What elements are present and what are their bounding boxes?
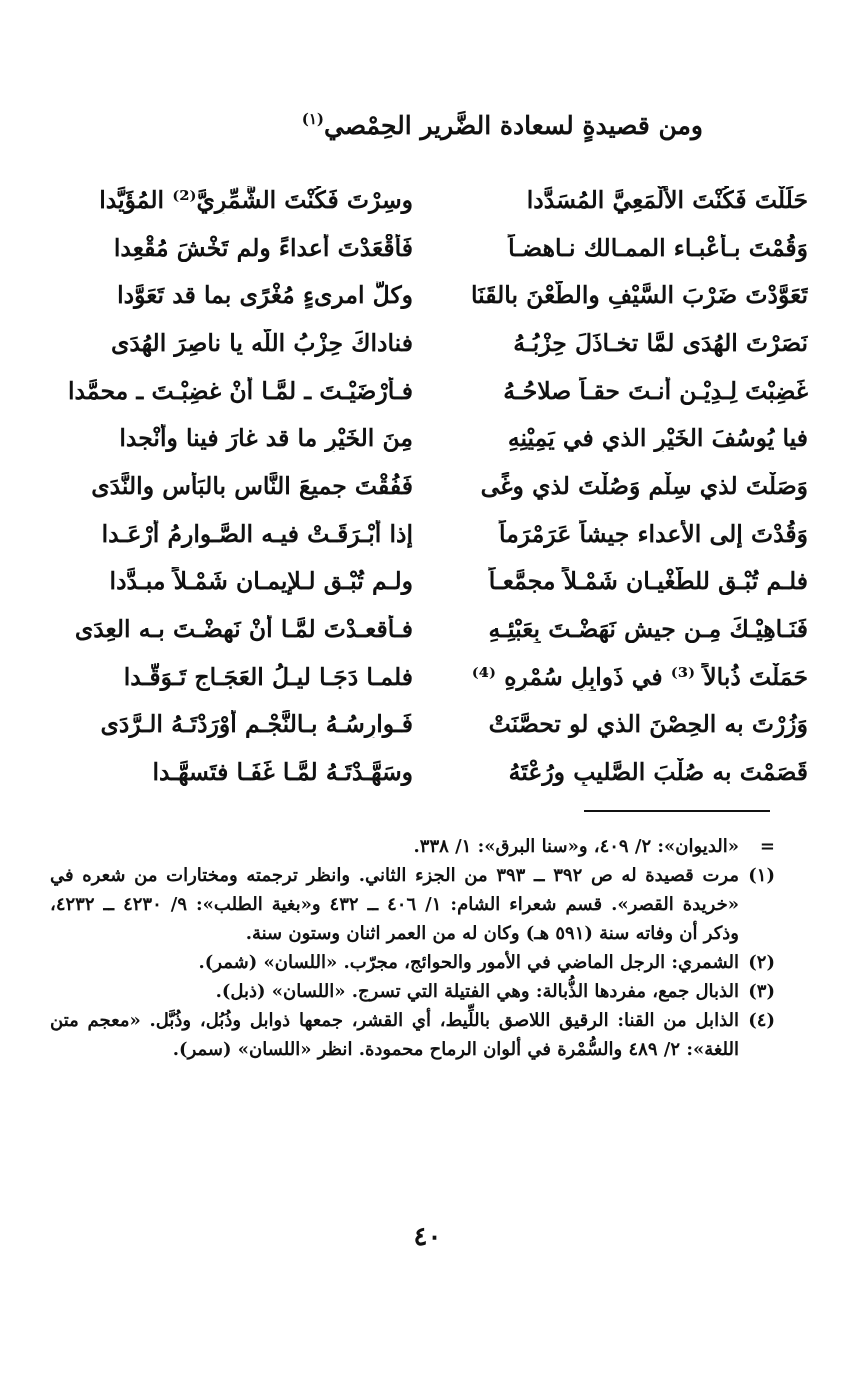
footnote-number: (٤) — [748, 1010, 775, 1031]
verse-line — [58, 367, 808, 415]
first-hemistich: فلـم تُبْـقِ للطُّغْيـان شَمْـلاً مجمَّعـاً — [488, 567, 808, 596]
poem-verses — [58, 176, 808, 796]
page-number: ٤٠ — [413, 1222, 442, 1252]
verse-line — [58, 176, 808, 224]
first-hemistich: نَصَرْتَ الهُدَى لمَّا تخـاذَلَ حِزْبُـهُ — [513, 328, 808, 357]
first-hemistich: قَصَمْتَ به صُلْبَ الصَّليبِ ورُعْتَهُ — [508, 758, 808, 787]
footnote-number: (٢) — [748, 952, 775, 973]
first-hemistich: تَعَوَّدْتَ ضَرْبَ السَّيْفِ والطَّعْنَ بالقَنَا — [471, 281, 808, 310]
second-hemistich: إذا أبْـرَقَـتْ فيـه الصَّـوارِمُ أرْعَـدا — [101, 519, 413, 548]
second-hemistich: فَـوارِسُـهُ بـالنَّجْـمِ أوْرَدْتَـهُ الـرَّدَى — [100, 710, 413, 739]
second-hemistich: مِنَ الخَيْرِ ما قد غارَ فينا وأَنْجدا — [119, 424, 413, 453]
verse-line — [58, 510, 808, 558]
first-hemistich: فَنَـاهِيْـكَ مِـن جيشٍ نَهَضْـتَ بِعَبْئِـهِ — [488, 615, 808, 644]
second-hemistich: فناداكَ حِزْبُ اللّه يا ناصِرَ الهُدَى — [110, 328, 413, 357]
second-hemistich: فلمـا دَجَـا ليـلُ العَجَـاجِ تَـوَقَّـدا — [123, 662, 413, 691]
verse-line — [58, 414, 808, 462]
second-hemistich: وكلُّ امرىءٍ مُغْرًى بما قد تَعَوَّدا — [117, 281, 413, 310]
footnote-2 — [50, 948, 775, 977]
footnote-text: مرت قصيدة له ص ٣٩٢ ــ ٣٩٣ من الجزء الثاني. وانظر ترجمته ومختارات من شعره في «خريدة القصر». قسم شعراء الشام: ١/ ٤٠٦ ــ ٤٣٢ و«بغية الطلب»: ٩/ ٤٢٣٠ ــ ٤٢٣٢، وذكر أن وفاته سنة (٥٩١ هـ) وكان له من العمر اثنان وستون سنة. — [50, 865, 739, 944]
verse-line — [58, 462, 808, 510]
verse-line — [58, 271, 808, 319]
verse-line — [58, 558, 808, 606]
verse-line — [58, 605, 808, 653]
poem-heading-text: ومن قصيدةٍ لسعادة الضَّرير الحِمْصي — [324, 111, 703, 140]
first-hemistich: وَقُدْتَ إلى الأعداء جيشاً عَرَمْرَماً — [499, 519, 808, 548]
footnote-text: الذابل من القنا: الرقيق اللاصق باللِّيط، أي القشر، جمعها ذوابل وذُبُل، وذُبَّل. «معجم متن اللغة»: ٢/ ٤٨٩ والسُّمْرة في ألوان الرماح محمودة. انظر «اللسان» (سمر). — [50, 1010, 739, 1060]
first-hemistich: غَضِبْتَ لِـدِيْـنٍ أنـتَ حقـاً صلاحُـهُ — [503, 376, 808, 405]
footnote-separator — [584, 810, 770, 812]
footnote-3 — [50, 977, 775, 1006]
footnote-number: (٣) — [748, 981, 775, 1002]
first-hemistich: فيا يُوسُفَ الخَيْرِ الذي في يَمِيْنِهِ — [507, 424, 808, 453]
second-hemistich: ولـم تُبْـقِ لـلإيمـان شَمْـلاً مبـدَّدا — [109, 567, 413, 596]
footnote-number: (١) — [748, 865, 775, 886]
first-hemistich: وَزُرْتَ به الحِصْنَ الذي لو تحصَّنَتْ — [488, 710, 808, 739]
verse-line — [58, 701, 808, 749]
second-hemistich: فـأرْضَيْـتَ ـ لمَّـا أنْ غضِبْـتَ ـ محمَّدا — [68, 376, 413, 405]
first-hemistich: حَمَلْتَ ذُبالاً ⁽³⁾ في ذَوابِلِ سُمْرِهِ ⁽⁴⁾ — [471, 662, 808, 691]
heading-footnote-ref: (١) — [301, 110, 324, 128]
continuation-text: «الديوان»: ٢/ ٤٠٩، و«سنا البرق»: ١/ ٣٣٨. — [413, 836, 739, 857]
verse-line — [58, 653, 808, 701]
first-hemistich: وَصَلْتَ لذي سِلْمٍ وَصُلْتَ لذي وغًى — [480, 471, 808, 500]
second-hemistich: وسِرْتَ فَكُنْتَ الشَّمِّرِيَّ⁽²⁾ المُؤَيَّدا — [99, 185, 413, 214]
continuation-marker: = — [759, 836, 775, 857]
second-hemistich: وسَهَّـدْتَـهُ لمَّـا غَفَـا فتَسهَّـدا — [152, 758, 413, 787]
poem-heading — [183, 110, 703, 140]
footnote-continuation — [50, 832, 775, 861]
footnote-text: الذبال جمع، مفردها الذُّبالة: وهي الفتيلة التي تسرج. «اللسان» (ذبل). — [215, 981, 739, 1002]
second-hemistich: فَفُقْتَ جميعَ النَّاس بالبَأْس والنَّدَى — [91, 471, 413, 500]
footnotes — [50, 832, 775, 1064]
second-hemistich: فـأقعـدْتَ لمَّـا أنْ نَهضْـتَ بـه العِدَى — [74, 615, 413, 644]
verse-line — [58, 224, 808, 272]
footnote-text: الشمري: الرجل الماضي في الأمور والحوائج، مجرّب. «اللسان» (شمر). — [198, 952, 739, 973]
first-hemistich: حَلَلْتَ فَكُنْتَ الألْمَعِيَّ المُسَدَّدا — [526, 185, 808, 214]
verse-line — [58, 319, 808, 367]
first-hemistich: وَقُمْتَ بـأعْبـاء الممـالك نـاهضـاً — [508, 233, 808, 262]
verse-line — [58, 748, 808, 796]
second-hemistich: فَأَقْعَدْتَ أعداءً ولم تَخْشَ مُقْعِدا — [113, 233, 413, 262]
footnote-1 — [50, 861, 775, 948]
footnote-4 — [50, 1006, 775, 1064]
